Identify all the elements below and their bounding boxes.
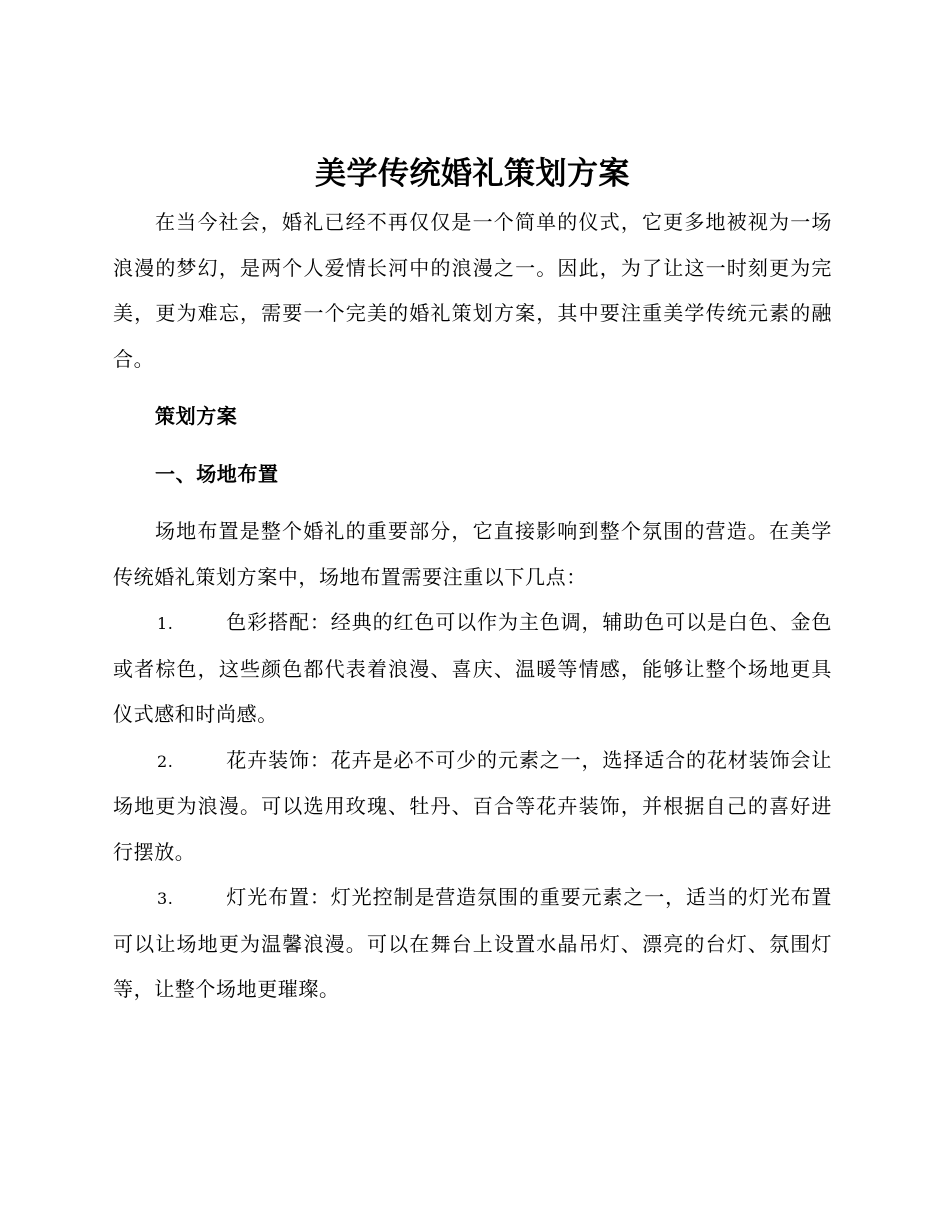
list-item-text: 色彩搭配：经典的红色可以作为主色调，辅助色可以是白色、金色或者棕色，这些颜色都代表着浪漫、喜庆、温暖等情感，能够让整个场地更具仪式感和时尚感。	[113, 610, 832, 726]
subsection-paragraph: 场地布置是整个婚礼的重要部分，它直接影响到整个氛围的营造。在美学传统婚礼策划方案中，场地布置需要注重以下几点：	[113, 519, 832, 589]
intro-paragraph: 在当今社会，婚礼已经不再仅仅是一个简单的仪式，它更多地被视为一场浪漫的梦幻，是两个人爱情长河中的浪漫之一。因此，为了让这一时刻更为完美，更为难忘，需要一个完美的婚礼策划方案，其中要注重美学传统元素的融合。	[113, 210, 832, 371]
list-item-number: 3.	[157, 889, 174, 908]
list-item-text: 灯光布置：灯光控制是营造氛围的重要元素之一，适当的灯光布置可以让场地更为温馨浪漫。可以在舞台上设置水晶吊灯、漂亮的台灯、氛围灯等，让整个场地更璀璨。	[113, 885, 832, 1001]
list-item	[113, 600, 832, 738]
list-item-number: 1.	[157, 614, 174, 633]
section-heading: 策划方案	[155, 404, 238, 428]
list-item	[113, 875, 832, 1013]
list-item-text: 花卉装饰：花卉是必不可少的元素之一，选择适合的花材装饰会让场地更为浪漫。可以选用玫瑰、牡丹、百合等花卉装饰，并根据自己的喜好进行摆放。	[113, 747, 832, 864]
subsection-heading: 一、场地布置	[155, 461, 279, 486]
list-item-number: 2.	[157, 751, 174, 771]
document-title: 美学传统婚礼策划方案	[315, 156, 630, 192]
document-body	[113, 148, 832, 1013]
list-item	[113, 738, 832, 876]
